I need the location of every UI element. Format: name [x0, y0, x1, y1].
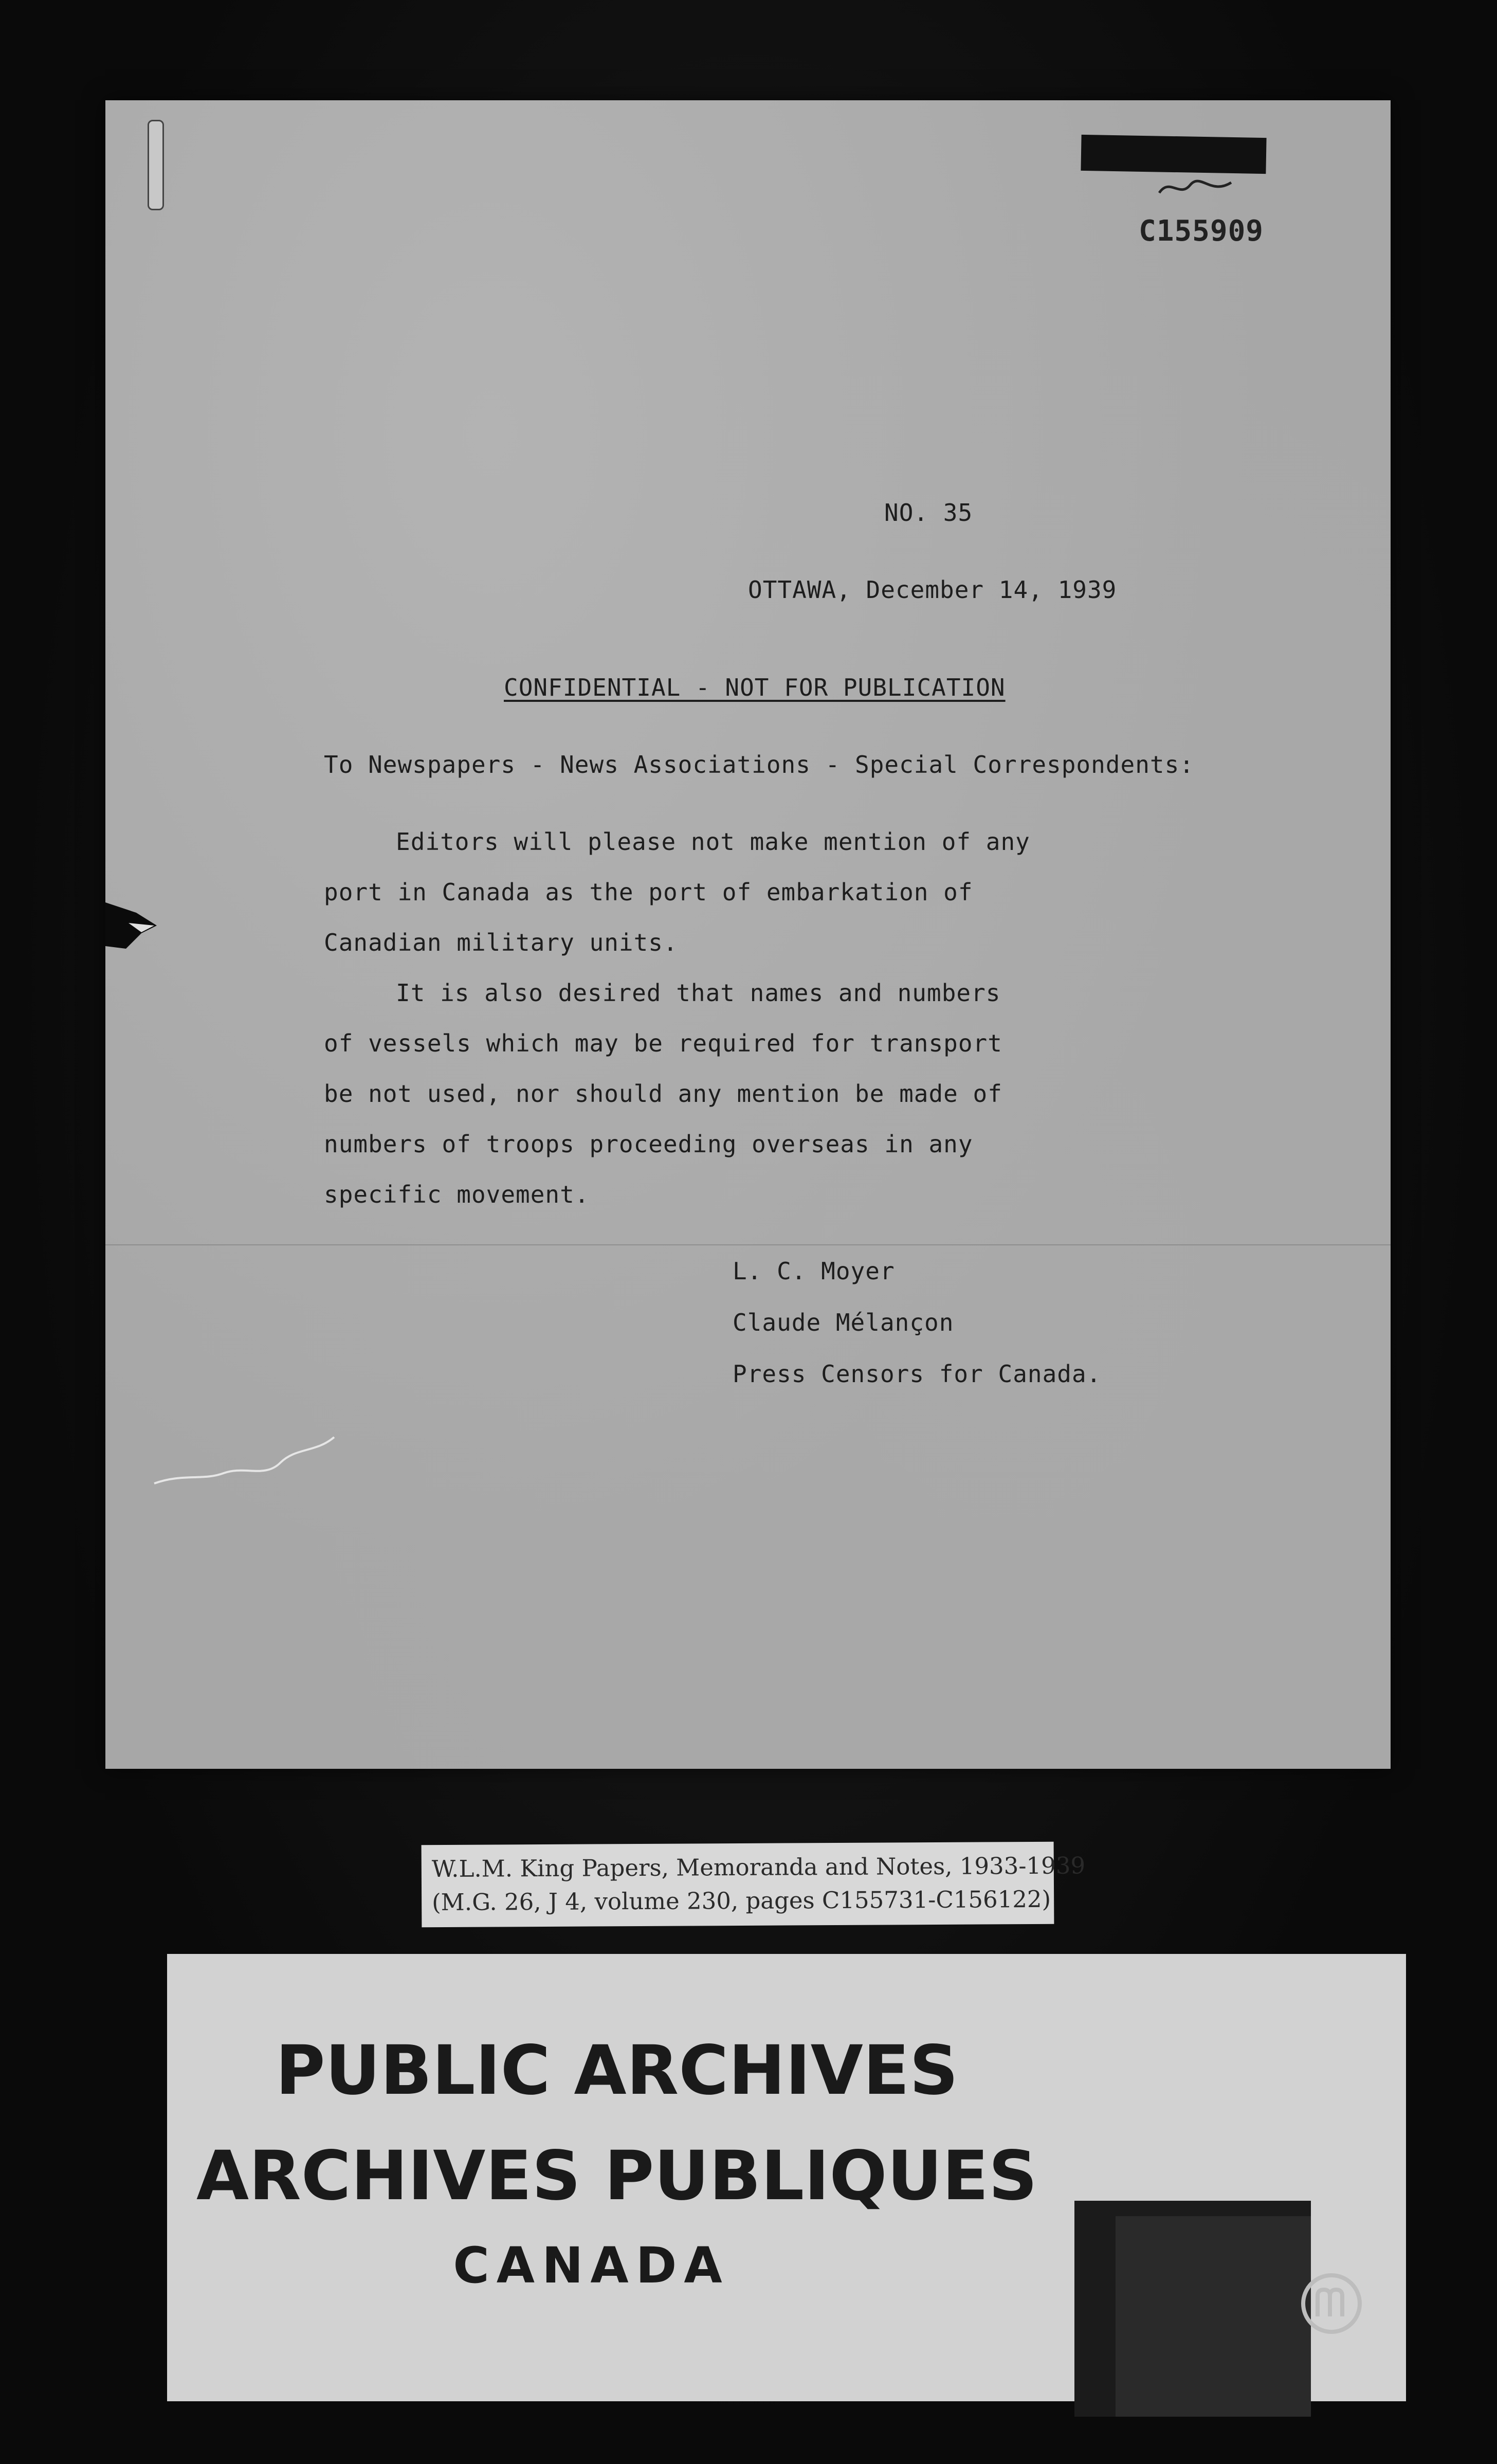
paper-clip-mark [148, 120, 164, 210]
document-page [105, 100, 1391, 1769]
page-fold-crease [105, 1244, 1391, 1245]
paragraph-line: port in Canada as the port of embarkation of [324, 878, 973, 906]
redaction-block [1081, 135, 1266, 174]
document-number: NO. 35 [884, 499, 973, 527]
paragraph-line: numbers of troops proceeding overseas in any [324, 1130, 973, 1158]
archive-country: CANADA [453, 2237, 729, 2294]
signature-line: Claude Mélançon [733, 1309, 954, 1336]
collection-label-line: W.L.M. King Papers, Memoranda and Notes, 1933-1939 [431, 1852, 1086, 1883]
paragraph-line: be not used, nor should any mention be made of [324, 1080, 1002, 1108]
collection-label-line: (M.G. 26, J 4, volume 230, pages C155731-C156122) [432, 1885, 1051, 1916]
signature-line: Press Censors for Canada. [733, 1360, 1102, 1388]
document-date: OTTAWA, December 14, 1939 [748, 576, 1117, 604]
document-heading: CONFIDENTIAL - NOT FOR PUBLICATION [504, 674, 1006, 701]
paragraph-line: Editors will please not make mention of any [396, 828, 1030, 856]
paragraph-line: Canadian military units. [324, 929, 678, 956]
document-address: To Newspapers - News Associations - Special Correspondents: [324, 751, 1194, 778]
microfilm-logo-icon [1298, 2270, 1365, 2337]
signature-line: L. C. Moyer [733, 1257, 895, 1285]
paragraph-line: of vessels which may be required for transport [324, 1029, 1002, 1057]
handwritten-mark [1154, 172, 1236, 203]
stray-ink-mark [152, 1432, 337, 1489]
archive-title-french: ARCHIVES PUBLIQUES [196, 2136, 1037, 2216]
collection-label [422, 1842, 1086, 1927]
paragraph-line: It is also desired that names and numbers [396, 979, 1001, 1007]
torn-edge-mark [105, 902, 157, 949]
archive-title-english: PUBLIC ARCHIVES [275, 2031, 959, 2110]
paragraph-line: specific movement. [324, 1181, 590, 1208]
reference-number: C155909 [1139, 214, 1264, 248]
